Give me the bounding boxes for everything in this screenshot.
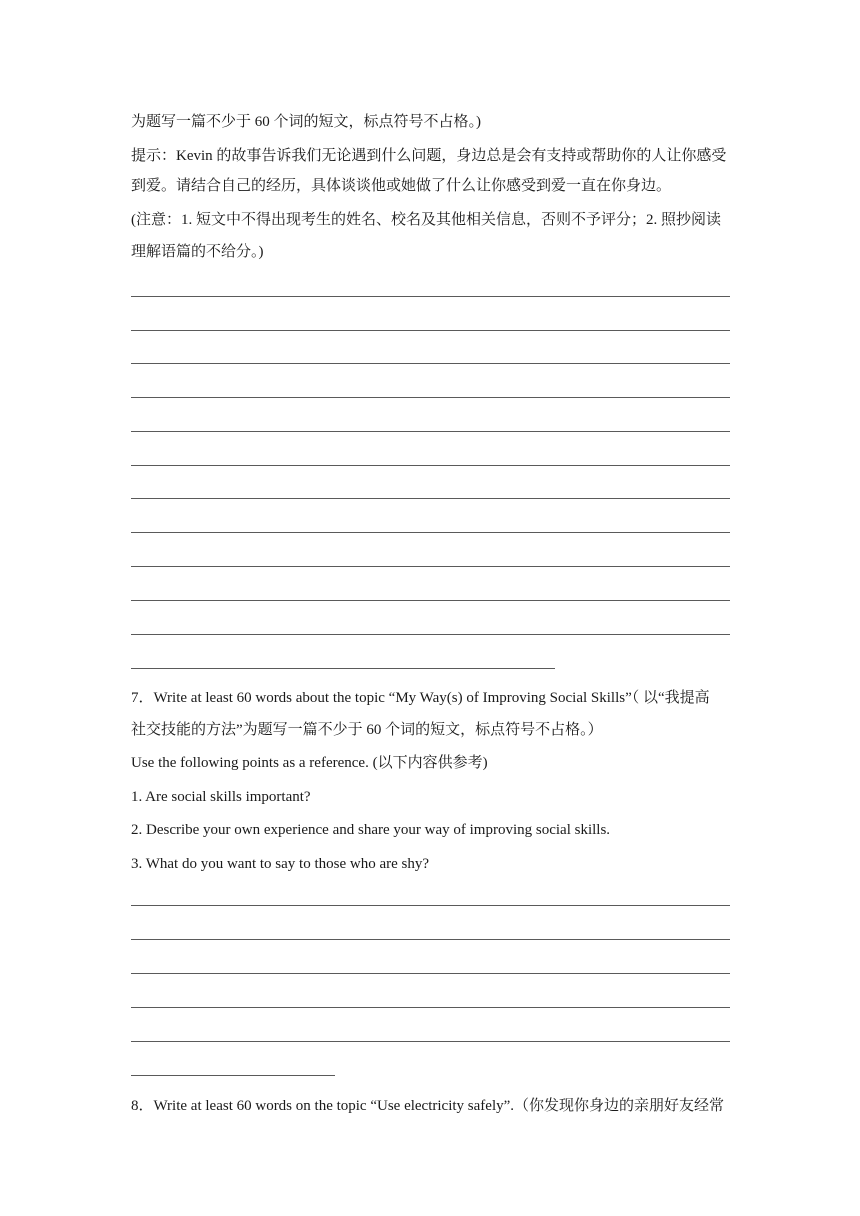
- question-7-reference: Use the following points as a reference. (以下内容供参考): [131, 755, 488, 771]
- answer-line[interactable]: [131, 1007, 730, 1008]
- question-6-continuation: 为题写一篇不少于 60 个词的短文，标点符号不占格。): [131, 114, 481, 130]
- answer-line[interactable]: [131, 431, 730, 432]
- answer-line[interactable]: [131, 330, 730, 331]
- question-7-point-1: 1. Are social skills important?: [131, 789, 311, 805]
- question-8-line-1: 8．Write at least 60 words on the topic “Use electricity safely”.（你发现你身边的亲朋好友经常: [131, 1098, 725, 1114]
- question-7-point-2: 2. Describe your own experience and share your way of improving social skills.: [131, 822, 611, 838]
- answer-line[interactable]: [131, 465, 730, 466]
- answer-line-short[interactable]: [131, 668, 555, 669]
- answer-line[interactable]: [131, 600, 730, 601]
- question-6-hint-line-1: 提示：Kevin 的故事告诉我们无论遇到什么问题，身边总是会有支持或帮助你的人让你感受: [131, 148, 727, 164]
- question-7-line-2: 社交技能的方法”为题写一篇不少于 60 个词的短文，标点符号不占格。）: [131, 722, 603, 738]
- answer-line[interactable]: [131, 363, 730, 364]
- question-6-hint-line-2: 到爱。请结合自己的经历，具体谈谈他或她做了什么让你感受到爱一直在你身边。: [131, 178, 672, 194]
- answer-line[interactable]: [131, 566, 730, 567]
- question-6-note-line-1: (注意：1. 短文中不得出现考生的姓名、校名及其他相关信息，否则不予评分；2. 照抄阅读: [131, 212, 721, 228]
- answer-line[interactable]: [131, 939, 730, 940]
- question-6-note-line-2: 理解语篇的不给分。): [131, 244, 264, 260]
- question-7-line-1: 7．Write at least 60 words about the topic “My Way(s) of Improving Social Skills”（ 以“我提高: [131, 690, 710, 706]
- answer-line[interactable]: [131, 634, 730, 635]
- answer-line-short[interactable]: [131, 1075, 335, 1076]
- answer-line[interactable]: [131, 397, 730, 398]
- answer-line[interactable]: [131, 1041, 730, 1042]
- answer-line[interactable]: [131, 498, 730, 499]
- answer-line[interactable]: [131, 532, 730, 533]
- question-7-point-3: 3. What do you want to say to those who are shy?: [131, 856, 430, 872]
- answer-line[interactable]: [131, 973, 730, 974]
- answer-line[interactable]: [131, 296, 730, 297]
- answer-line[interactable]: [131, 905, 730, 906]
